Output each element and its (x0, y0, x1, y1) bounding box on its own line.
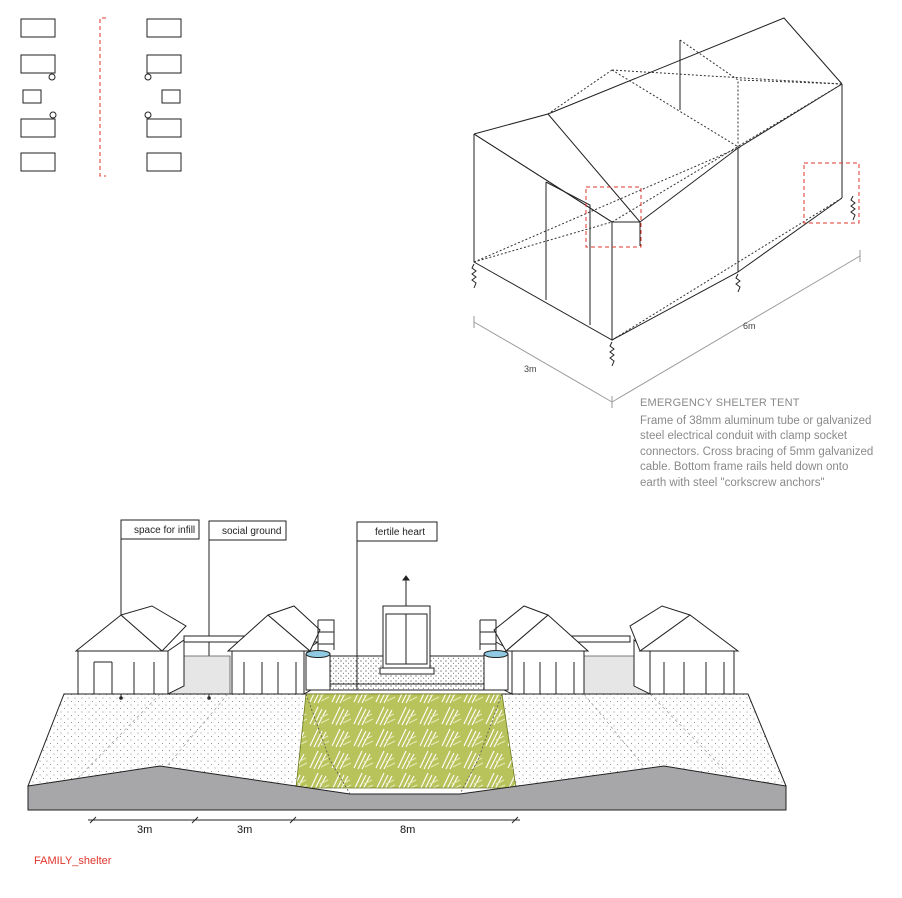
dim-social: 3m (237, 824, 253, 836)
detail-box-ridge (586, 187, 641, 247)
plan-modules (21, 19, 181, 171)
detail-box-anchor (804, 163, 859, 223)
svg-text:social ground: social ground (222, 526, 282, 537)
tent-caption-line: cable. Bottom frame rails held down onto (640, 461, 849, 473)
house-1 (76, 606, 186, 694)
dim-infill: 3m (137, 824, 153, 836)
tent-bracing-dotted (474, 40, 842, 340)
house-4 (630, 606, 738, 694)
tent-caption-line: Frame of 38mm aluminum tube or galvanized (640, 414, 872, 427)
tent-description (640, 396, 890, 491)
svg-text:fertile heart: fertile heart (375, 527, 426, 538)
svg-text:space for infill: space for infill (134, 525, 196, 536)
shelter-tent-frame (474, 18, 842, 340)
tent-dim-length: 6m (743, 321, 756, 331)
figure-label: FAMILY_shelter (34, 855, 112, 867)
fertile-heart-unit (380, 576, 434, 674)
tent-caption-line: connectors. Cross bracing of 5mm galvanized (640, 445, 874, 458)
section-dimension-line (88, 817, 520, 823)
tent-caption-line: steel electrical conduit with clamp socket (640, 430, 848, 442)
tent-caption-line: earth with steel "corkscrew anchors" (640, 476, 825, 489)
dim-heart: 8m (400, 824, 416, 836)
tent-dim-width: 3m (524, 364, 537, 374)
tent-dimension-lines (474, 250, 860, 408)
corkscrew-anchors (472, 196, 855, 366)
tent-caption-title: EMERGENCY SHELTER TENT (640, 397, 800, 409)
plan-divider-dashed (100, 18, 106, 176)
fertile-strip (296, 694, 516, 788)
